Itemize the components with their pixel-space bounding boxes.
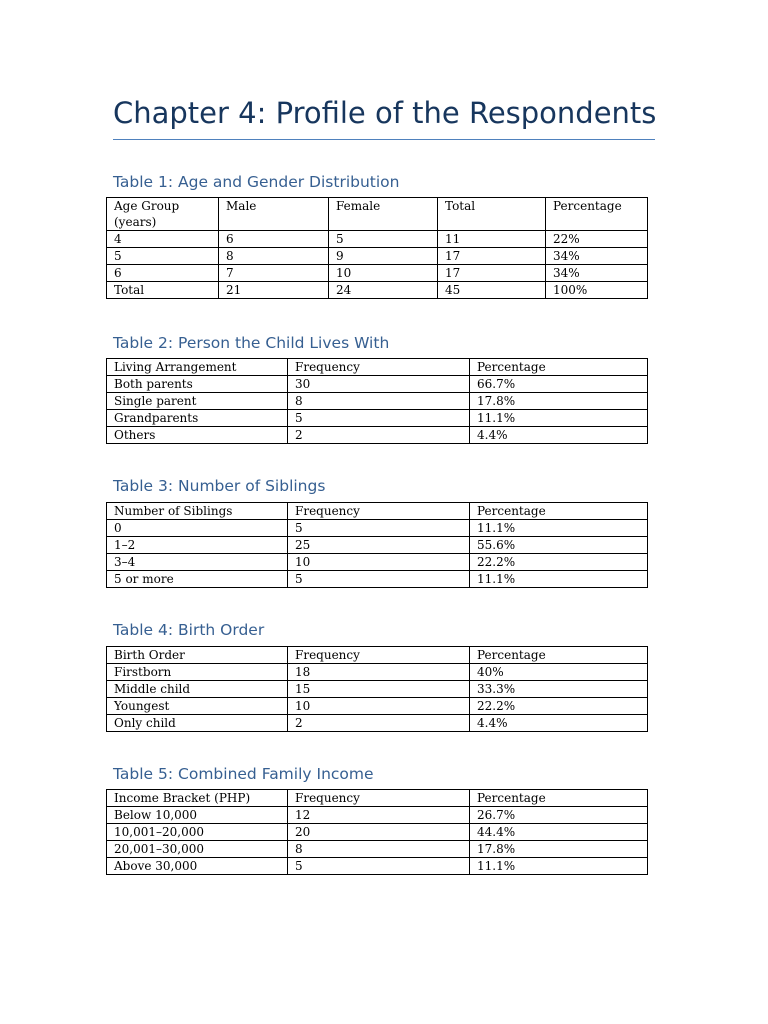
table-total-row <box>107 282 648 299</box>
table-cell: 8 <box>288 393 470 410</box>
table-cell: 11.1% <box>470 410 648 427</box>
table-cell: 0 <box>107 520 288 537</box>
table-cell: 5 <box>107 248 219 265</box>
table-row <box>107 554 648 571</box>
table-cell: Youngest <box>107 698 288 715</box>
table-cell: Total <box>107 282 219 299</box>
table-cell: Above 30,000 <box>107 858 288 875</box>
table-cell: 44.4% <box>470 824 648 841</box>
table-cell: 10 <box>329 265 438 282</box>
column-header: Total <box>438 198 546 231</box>
table-header-row <box>107 359 648 376</box>
table-row <box>107 664 648 681</box>
table-row <box>107 248 648 265</box>
table-cell: Others <box>107 427 288 444</box>
table-cell: 2 <box>288 427 470 444</box>
table-cell: 3–4 <box>107 554 288 571</box>
table-row <box>107 858 648 875</box>
table-cell: Single parent <box>107 393 288 410</box>
table-row <box>107 265 648 282</box>
table-cell: 5 <box>329 231 438 248</box>
table-cell: Both parents <box>107 376 288 393</box>
table-cell: 5 <box>288 520 470 537</box>
chapter-title: Chapter 4: Profile of the Respondents <box>113 96 657 130</box>
table-cell: 6 <box>107 265 219 282</box>
table-cell: Only child <box>107 715 288 732</box>
table-cell: 22.2% <box>470 554 648 571</box>
column-header: Frequency <box>288 647 470 664</box>
table-cell: 20,001–30,000 <box>107 841 288 858</box>
table-4-heading: Table 4: Birth Order <box>113 621 265 639</box>
table-cell: 6 <box>219 231 329 248</box>
table-header-row <box>107 647 648 664</box>
table-cell: 18 <box>288 664 470 681</box>
table-cell: 10 <box>288 554 470 571</box>
table-cell: 4 <box>107 231 219 248</box>
table-cell: 8 <box>219 248 329 265</box>
table-row <box>107 393 648 410</box>
table-row <box>107 231 648 248</box>
table-cell: 11.1% <box>470 520 648 537</box>
table-cell: Middle child <box>107 681 288 698</box>
table-2-heading: Table 2: Person the Child Lives With <box>113 334 390 352</box>
table-cell: 100% <box>546 282 648 299</box>
table-row <box>107 376 648 393</box>
column-header: Male <box>219 198 329 231</box>
table-cell: 22.2% <box>470 698 648 715</box>
table-cell: 5 or more <box>107 571 288 588</box>
table-row <box>107 537 648 554</box>
table-cell: 7 <box>219 265 329 282</box>
title-underline <box>113 139 655 140</box>
table-cell: 11.1% <box>470 571 648 588</box>
table-row <box>107 698 648 715</box>
column-header: Percentage <box>470 359 648 376</box>
column-header: Birth Order <box>107 647 288 664</box>
table-cell: 4.4% <box>470 715 648 732</box>
table-row <box>107 807 648 824</box>
table-cell: 12 <box>288 807 470 824</box>
table-cell: 5 <box>288 858 470 875</box>
table-3-heading: Table 3: Number of Siblings <box>113 477 326 495</box>
table-cell: 34% <box>546 265 648 282</box>
table-header-row <box>107 503 648 520</box>
table-cell: 1–2 <box>107 537 288 554</box>
table-cell: 25 <box>288 537 470 554</box>
age-gender-table <box>106 197 648 299</box>
column-header: Income Bracket (PHP) <box>107 790 288 807</box>
living-arrangement-table <box>106 358 648 444</box>
table-row <box>107 681 648 698</box>
siblings-table <box>106 502 648 588</box>
column-header: Percentage <box>546 198 648 231</box>
table-row <box>107 520 648 537</box>
table-cell: Below 10,000 <box>107 807 288 824</box>
column-header: Percentage <box>470 503 648 520</box>
table-cell: Firstborn <box>107 664 288 681</box>
table-cell: 8 <box>288 841 470 858</box>
column-header: Percentage <box>470 647 648 664</box>
table-cell: 17 <box>438 265 546 282</box>
table-header-row <box>107 790 648 807</box>
table-cell: 33.3% <box>470 681 648 698</box>
column-header: Frequency <box>288 359 470 376</box>
table-cell: 40% <box>470 664 648 681</box>
table-cell: 34% <box>546 248 648 265</box>
table-cell: 21 <box>219 282 329 299</box>
table-cell: 17 <box>438 248 546 265</box>
table-row <box>107 841 648 858</box>
table-row <box>107 824 648 841</box>
table-cell: 11 <box>438 231 546 248</box>
table-cell: 17.8% <box>470 841 648 858</box>
column-header: Frequency <box>288 503 470 520</box>
table-cell: 10 <box>288 698 470 715</box>
column-header: Number of Siblings <box>107 503 288 520</box>
table-cell: 20 <box>288 824 470 841</box>
table-cell: 22% <box>546 231 648 248</box>
table-cell: 10,001–20,000 <box>107 824 288 841</box>
table-1-heading: Table 1: Age and Gender Distribution <box>113 173 400 191</box>
table-cell: 2 <box>288 715 470 732</box>
column-header: Frequency <box>288 790 470 807</box>
table-cell: 11.1% <box>470 858 648 875</box>
column-header: Age Group (years) <box>107 198 219 231</box>
table-cell: 15 <box>288 681 470 698</box>
table-row <box>107 715 648 732</box>
table-cell: 24 <box>329 282 438 299</box>
table-cell: 26.7% <box>470 807 648 824</box>
table-row <box>107 410 648 427</box>
column-header: Living Arrangement <box>107 359 288 376</box>
table-cell: 5 <box>288 410 470 427</box>
table-cell: 17.8% <box>470 393 648 410</box>
column-header: Female <box>329 198 438 231</box>
table-cell: 55.6% <box>470 537 648 554</box>
table-header-row <box>107 198 648 231</box>
table-row <box>107 571 648 588</box>
table-cell: 66.7% <box>470 376 648 393</box>
birth-order-table <box>106 646 648 732</box>
table-cell: 45 <box>438 282 546 299</box>
table-cell: 9 <box>329 248 438 265</box>
table-5-heading: Table 5: Combined Family Income <box>113 765 374 783</box>
table-cell: 4.4% <box>470 427 648 444</box>
column-header: Percentage <box>470 790 648 807</box>
family-income-table <box>106 789 648 875</box>
table-cell: Grandparents <box>107 410 288 427</box>
table-row <box>107 427 648 444</box>
table-cell: 5 <box>288 571 470 588</box>
table-cell: 30 <box>288 376 470 393</box>
